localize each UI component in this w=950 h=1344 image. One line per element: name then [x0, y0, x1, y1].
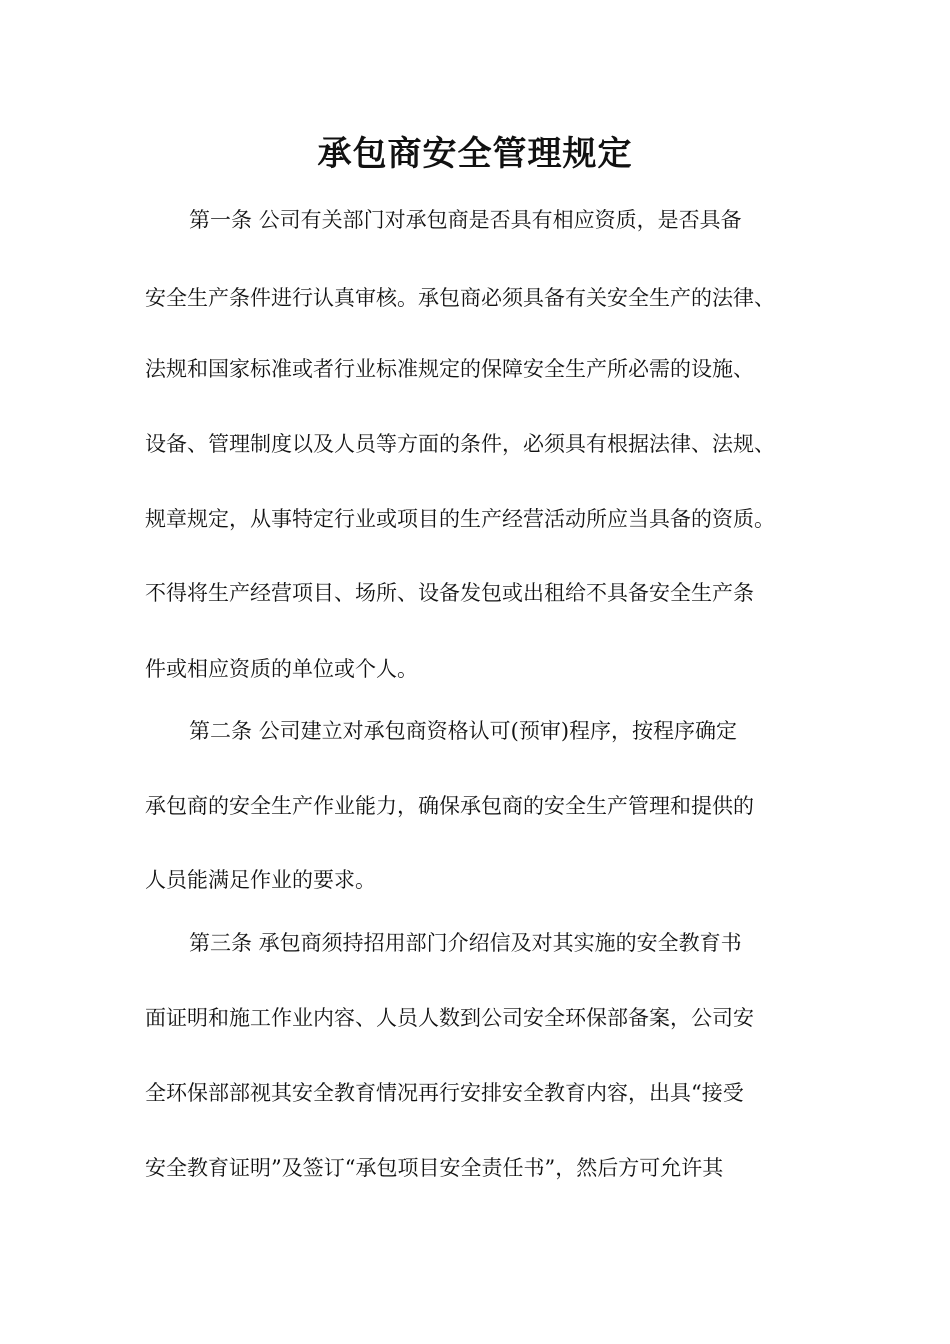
article-3-line-4: 安全教育证明”及签订“承包项目安全责任书”，然后方可允许其: [145, 1156, 724, 1180]
article-3-line-3: 全环保部部视其安全教育情况再行安排安全教育内容，出具“接受: [145, 1081, 744, 1105]
article-1-line-7: 件或相应资质的单位或个人。: [145, 657, 418, 681]
article-2-line-2: 承包商的安全生产作业能力，确保承包商的安全生产管理和提供的: [145, 794, 754, 818]
document-title: 承包商安全管理规定: [317, 134, 633, 174]
article-2-line-3: 人员能满足作业的要求。: [145, 868, 376, 892]
article-3-line-2: 面证明和施工作业内容、人员人数到公司安全环保部备案，公司安: [145, 1006, 754, 1030]
article-1-line-2: 安全生产条件进行认真审核。承包商必须具备有关安全生产的法律、: [145, 286, 775, 310]
article-1-line-4: 设备、管理制度以及人员等方面的条件，必须具有根据法律、法规、: [145, 432, 775, 456]
article-3-line-1: 第三条 承包商须持招用部门介绍信及对其实施的安全教育书: [189, 931, 742, 955]
article-1-line-6: 不得将生产经营项目、场所、设备发包或出租给不具备安全生产条: [145, 581, 754, 605]
article-1-line-5: 规章规定，从事特定行业或项目的生产经营活动所应当具备的资质。: [145, 507, 775, 531]
article-1-line-3: 法规和国家标准或者行业标准规定的保障安全生产所必需的设施、: [145, 357, 754, 381]
article-2-line-1: 第二条 公司建立对承包商资格认可(预审)程序，按程序确定: [189, 719, 738, 743]
article-1-line-1: 第一条 公司有关部门对承包商是否具有相应资质，是否具备: [189, 208, 742, 232]
